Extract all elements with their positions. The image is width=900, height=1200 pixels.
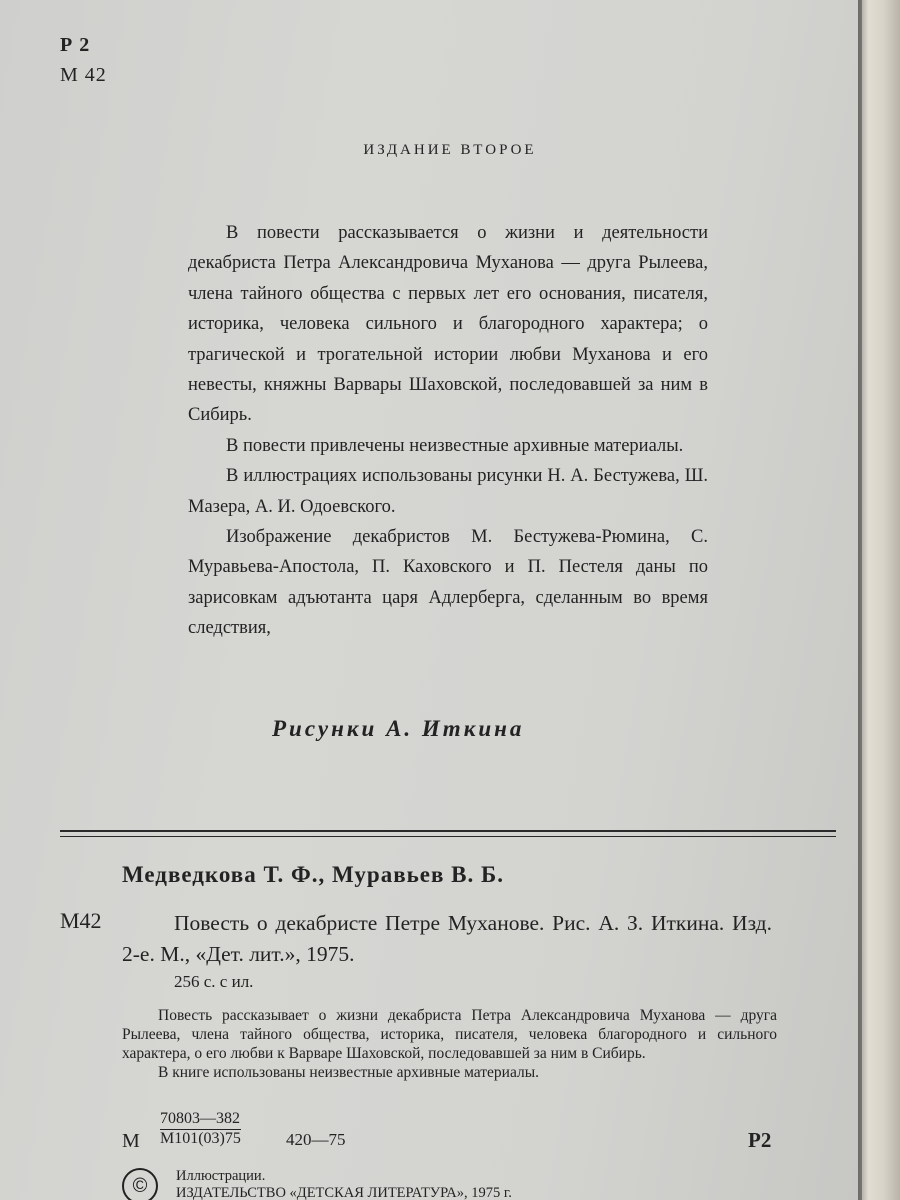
description-paragraph: В повести привлечены неизвестные архивные материалы.: [226, 435, 684, 456]
classification-code: Р 2: [60, 34, 91, 56]
bleed-through-title: [299, 60, 313, 95]
page-count: 256 с. с ил.: [174, 972, 254, 991]
copyright-line: Иллюстрации.: [176, 1168, 266, 1184]
bbk-letter: М: [122, 1130, 140, 1152]
description-paragraph: В повести рассказывается о жизни и деятельности декабриста Петра Александровича Муханова — друга Рылеева, члена тайного общества с первых лет его основания, писателя, историка, человека сильного и благородного характера; о трагической и трогательной истории любви Муханова и его невесты, княжны Варвары Шаховской, последовавшей за ним в Сибирь.: [188, 223, 708, 426]
copyright-text: [176, 1168, 512, 1200]
fraction-tail: 420—75: [286, 1130, 346, 1149]
class-code: Р2: [748, 1128, 772, 1152]
description-block: [188, 218, 708, 644]
edition-label: ИЗДАНИЕ ВТОРОЕ: [363, 142, 537, 158]
author-mark: М 42: [60, 64, 107, 86]
description-paragraph: В иллюстрациях использованы рисунки Н. А. Бестужева, Ш. Мазера, А. И. Одоевского.: [188, 466, 708, 517]
fraction-denominator: М101(03)75: [160, 1130, 241, 1147]
divider-bottom: [60, 836, 836, 837]
description-paragraph: Изображение декабристов М. Бестужева-Рюмина, С. Муравьева-Апостола, П. Каховского и П. Пестеля даны по зарисовкам адъютанта царя Адлерберга, сделанным во время следствия,: [188, 527, 708, 639]
catalog-entry: Повесть о декабристе Петре Муханове. Рис. А. З. Иткина. Изд. 2-е. М., «Дет. лит.», 1975.: [122, 911, 772, 966]
bbk-fraction: [160, 1110, 241, 1148]
annotation-paragraph: Повесть рассказывает о жизни декабриста Петра Александровича Муханова — друга Рылеева, члена тайного общества, историка, писателя, человека благородного и сильного характера, о его любви к Варваре Шаховской, последовавшей за ним в Сибирь.: [122, 1007, 777, 1062]
annotation-paragraph: В книге использованы неизвестные архивные материалы.: [158, 1064, 539, 1081]
book-edge: [858, 0, 900, 1200]
annotation-block: [122, 1006, 777, 1082]
copyright-line: ИЗДАТЕЛЬСТВО «ДЕТСКАЯ ЛИТЕРАТУРА», 1975 г.: [176, 1185, 512, 1200]
fraction-numerator: 70803—382: [160, 1110, 241, 1130]
catalog-index: М42: [60, 908, 102, 933]
catalog-authors: Медведкова Т. Ф., Муравьев В. Б.: [122, 862, 504, 887]
divider-top: [60, 830, 836, 832]
artist-credit: Рисунки А. Иткина: [272, 716, 525, 741]
copyright-icon: ©: [122, 1168, 158, 1200]
